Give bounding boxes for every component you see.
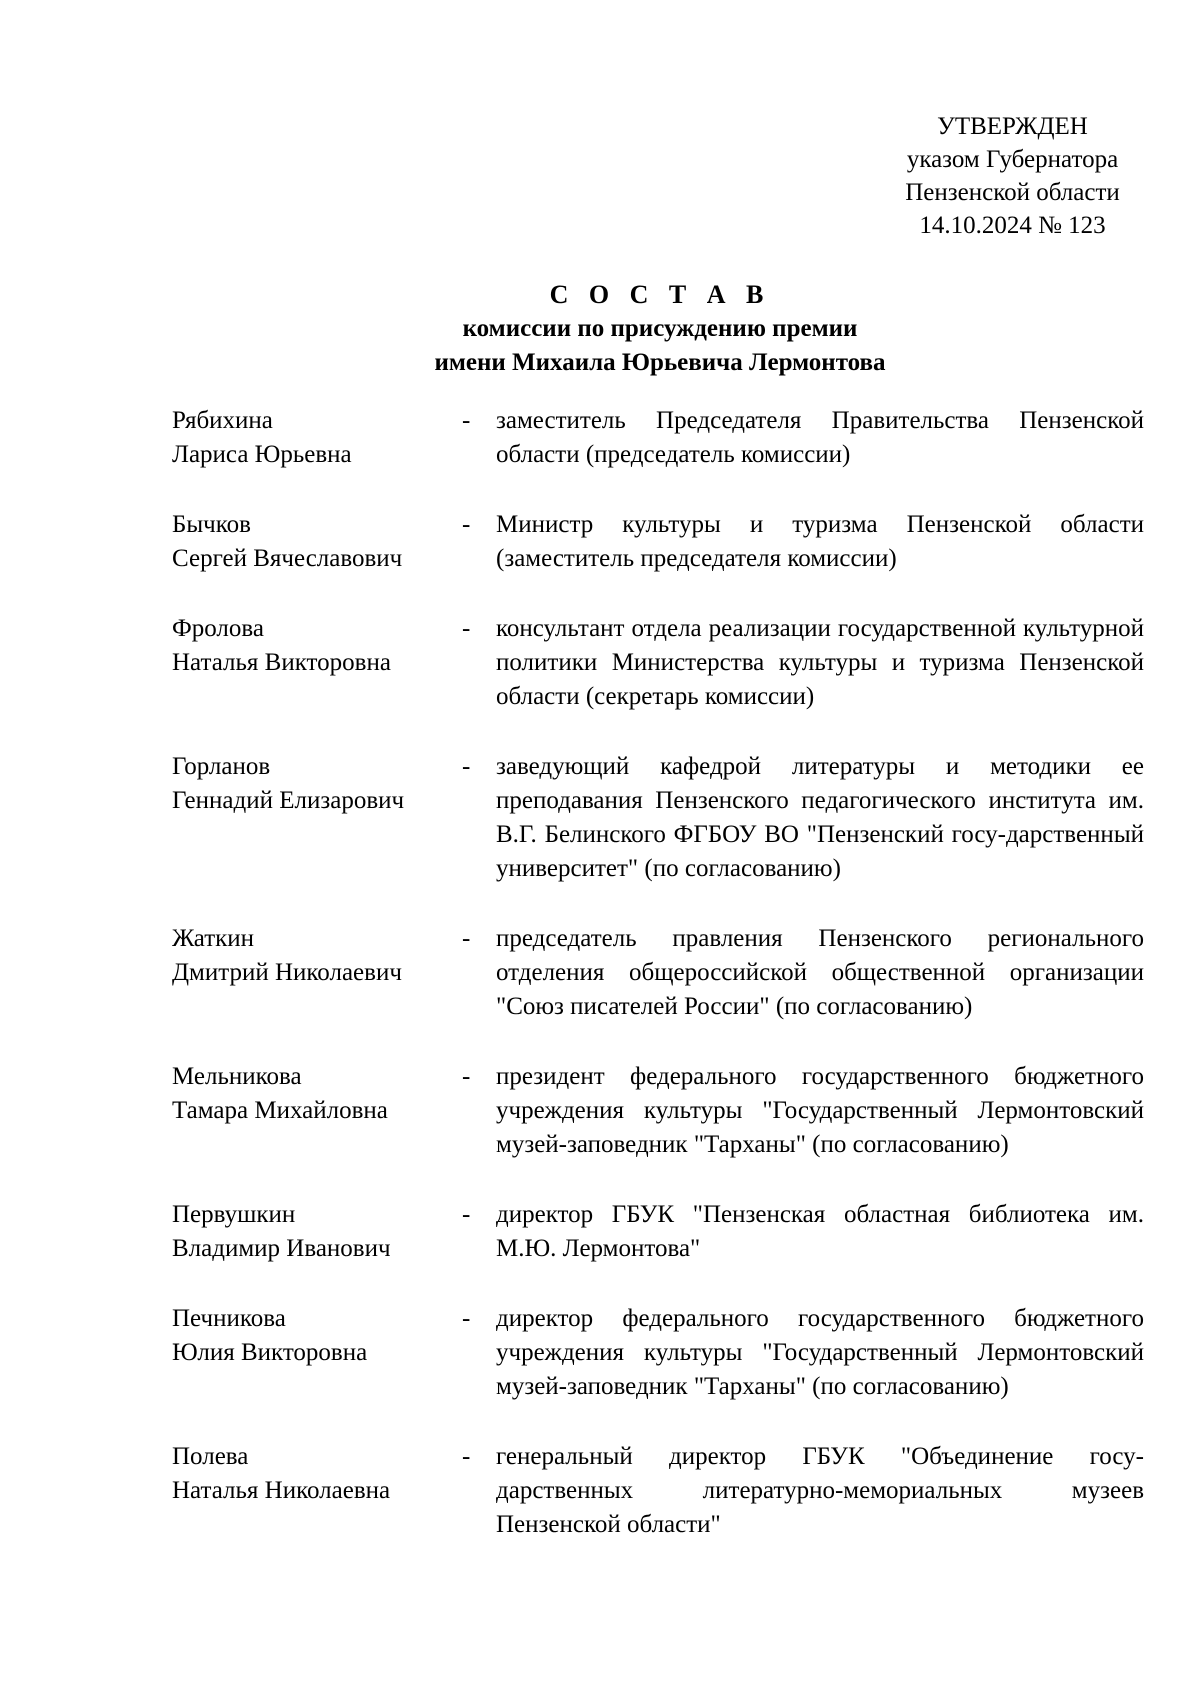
approval-line-3: Пензенской области: [905, 179, 1120, 206]
member-name: [172, 1198, 462, 1266]
member-given-name: Тамара Михайловна: [172, 1097, 388, 1124]
member-row: [172, 922, 1152, 1024]
member-list: [172, 404, 1152, 1542]
member-given-name: Дмитрий Николаевич: [172, 959, 402, 986]
member-role: директор федерального государственного бюджетного учреждения культуры "Государственный Лермонтовский музей-заповедник "Тарханы" (по согласованию): [496, 1305, 1144, 1400]
member-name: [172, 922, 462, 1024]
member-given-name: Геннадий Елизарович: [172, 787, 405, 814]
member-role: консультант отдела реализации государственной культурной политики Министерства культуры и туризма Пензенской области (секретарь комиссии): [496, 615, 1144, 710]
member-row: [172, 1440, 1152, 1542]
dash-separator: -: [462, 753, 471, 780]
member-given-name: Сергей Вячеславович: [172, 545, 403, 572]
member-row: [172, 612, 1152, 714]
member-name: [172, 508, 462, 576]
approval-line-4: 14.10.2024 № 123: [919, 212, 1106, 239]
approval-line-2: указом Губернатора: [906, 146, 1119, 173]
member-name: [172, 404, 462, 472]
member-row: [172, 750, 1152, 886]
member-row: [172, 1198, 1152, 1266]
member-name: [172, 1060, 462, 1162]
member-name: [172, 1302, 462, 1404]
member-name: [172, 612, 462, 714]
member-surname: Рябихина: [172, 407, 273, 434]
dash-separator: -: [462, 1443, 471, 1470]
member-role: Министр культуры и туризма Пензенской области (заместитель председателя комиссии): [496, 511, 1144, 572]
member-given-name: Лариса Юрьевна: [172, 441, 352, 468]
member-given-name: Наталья Викторовна: [172, 649, 391, 676]
dash-separator: -: [462, 1201, 471, 1228]
dash-separator: -: [462, 1063, 471, 1090]
member-given-name: Наталья Николаевна: [172, 1477, 391, 1504]
member-surname: Первушкин: [172, 1201, 296, 1228]
approval-line-1: УТВЕРЖДЕН: [937, 113, 1088, 140]
member-name: [172, 750, 462, 886]
member-role: генеральный директор ГБУК "Объединение госу-дарственных литературно-мемориальных музеев Пензенской области": [496, 1443, 1144, 1538]
member-surname: Мельникова: [172, 1063, 302, 1090]
document-title: С О С Т А В: [549, 280, 771, 309]
member-row: [172, 404, 1152, 472]
heading-subtitle-line-2: имени Михаила Юрьевича Лермонтова: [434, 349, 886, 376]
member-given-name: Владимир Иванович: [172, 1235, 391, 1262]
member-surname: Жаткин: [172, 925, 255, 952]
member-given-name: Юлия Викторовна: [172, 1339, 368, 1366]
dash-separator: -: [462, 407, 471, 434]
dash-separator: -: [462, 511, 471, 538]
member-row: [172, 1302, 1152, 1404]
member-role: директор ГБУК "Пензенская областная библиотека им. М.Ю. Лермонтова": [496, 1201, 1144, 1262]
member-role: заместитель Председателя Правительства Пензенской области (председатель комиссии): [496, 407, 1144, 468]
dash-separator: -: [462, 615, 471, 642]
member-surname: Горланов: [172, 753, 271, 780]
member-surname: Фролова: [172, 615, 264, 642]
member-role: заведующий кафедрой литературы и методики ее преподавания Пензенского педагогического института им. В.Г. Белинского ФГБОУ ВО "Пензенский госу-дарственный университет" (по согласованию): [496, 753, 1144, 882]
member-surname: Печникова: [172, 1305, 286, 1332]
dash-separator: -: [462, 925, 471, 952]
approval-stamp: [880, 110, 1145, 242]
member-row: [172, 508, 1152, 576]
dash-separator: -: [462, 1305, 471, 1332]
document-heading: [200, 278, 1120, 380]
member-surname: Бычков: [172, 511, 251, 538]
member-row: [172, 1060, 1152, 1162]
member-role: председатель правления Пензенского регионального отделения общероссийской общественной организации "Союз писателей России" (по согласованию): [496, 925, 1144, 1020]
member-role: президент федерального государственного бюджетного учреждения культуры "Государственный Лермонтовский музей-заповедник "Тарханы" (по согласованию): [496, 1063, 1144, 1158]
member-name: [172, 1440, 462, 1542]
heading-subtitle-line-1: комиссии по присуждению премии: [462, 315, 858, 342]
member-surname: Полева: [172, 1443, 249, 1470]
